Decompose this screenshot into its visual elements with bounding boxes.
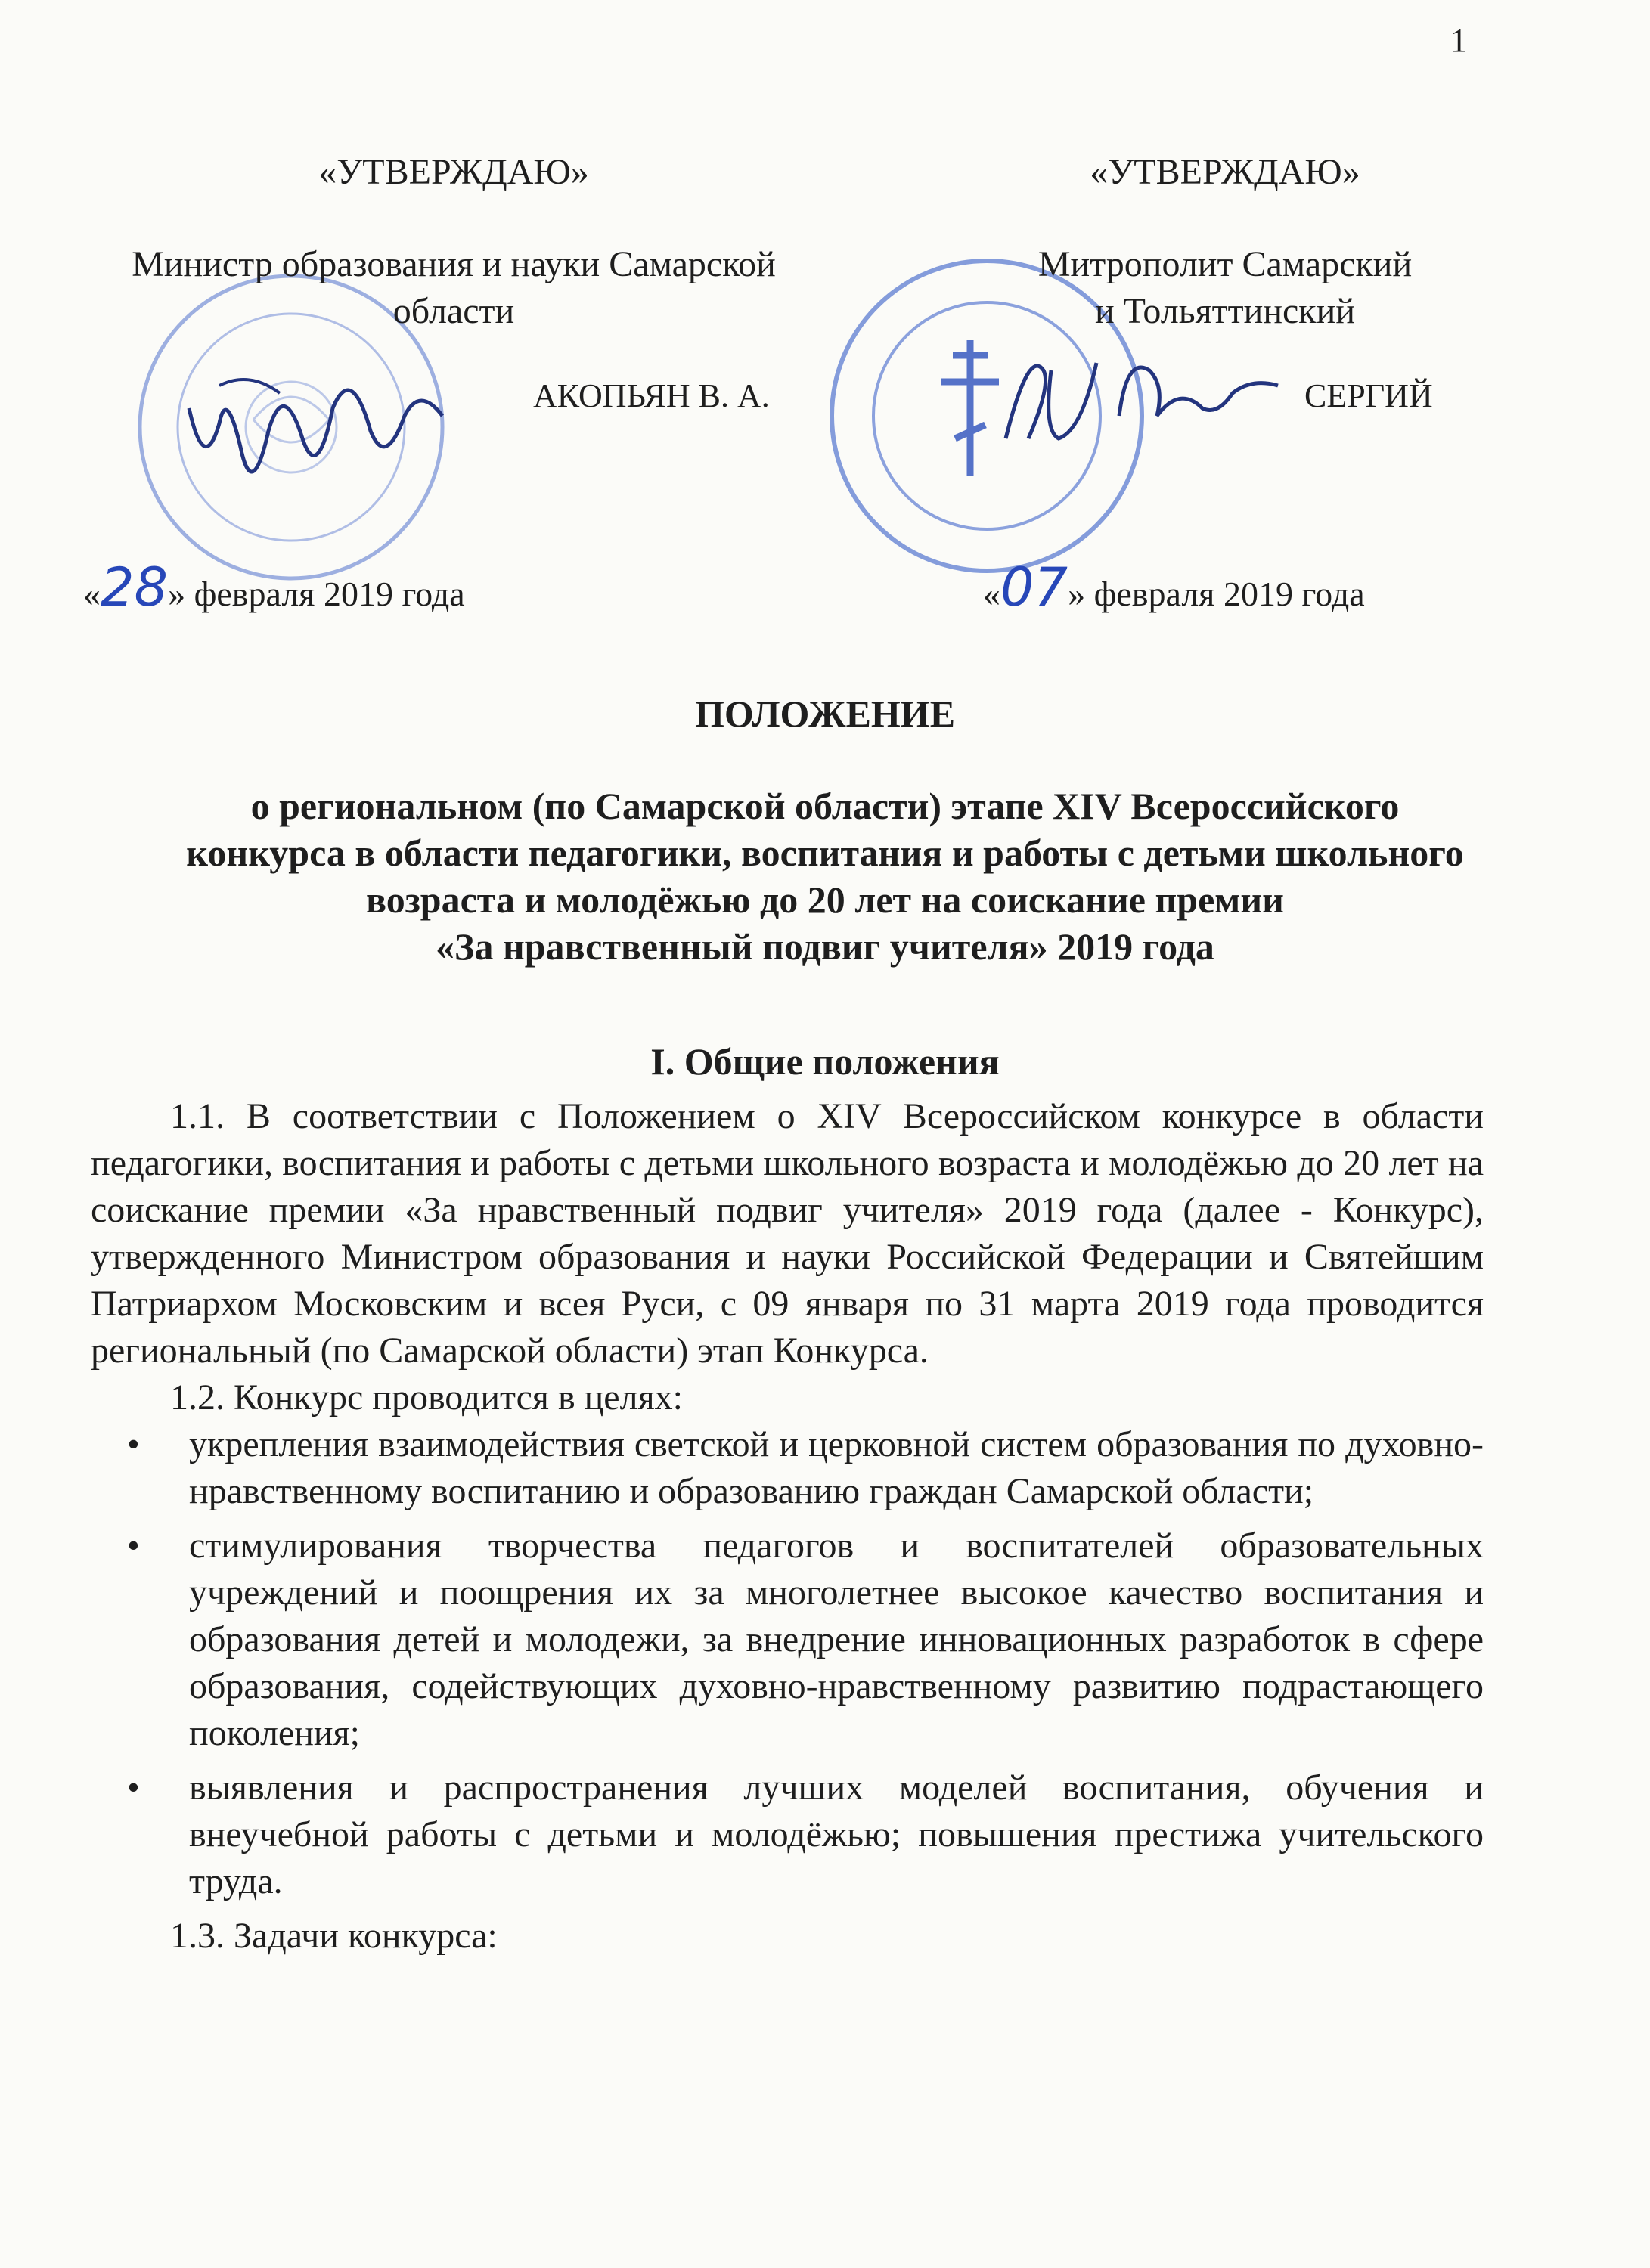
subtitle-line: возраста и молодёжью до 20 лет на соискание премии [366, 878, 1284, 921]
list-item: • выявления и распространения лучших моделей воспитания, обучения и внеучебной работы с детьми и молодёжью; повышения престижа учительского труда. [91, 1765, 1484, 1905]
right-date-handwritten-day: 07 [1000, 556, 1068, 618]
subtitle-line: «За нравственный подвиг учителя» 2019 года [436, 925, 1214, 968]
document-body [91, 1093, 1484, 1960]
list-item: • стимулирования творчества педагогов и воспитателей образовательных учреждений и поощрения их за многолетнее высокое качество воспитания и образования детей и молодежи, за внедрение инновационных разработок в сфере образования, содействующих духовно-нравственному развитию подрастающего поколения; [91, 1523, 1484, 1757]
goals-list [91, 1421, 1484, 1905]
left-date-handwritten-day: 28 [101, 556, 169, 618]
page-number: 1 [1450, 22, 1467, 59]
right-position-line2: и Тольяттинский [1094, 291, 1355, 331]
paragraph-1-1: 1.1. В соответствии с Положением о XIV Всероссийском конкурсе в области педагогики, воспитания и работы с детьми школьного возраста и молодёжью до 20 лет на соискание премии «За нравственный подвиг учителя» 2019 года (далее - Конкурс), утвержденного Министром образования и науки Российской Федерации и Святейшим Патриархом Московским и всея Руси, с 09 января по 31 марта 2019 года проводится региональный (по Самарской области) этап Конкурса. [91, 1096, 1484, 1371]
document-subtitle [98, 782, 1552, 970]
metropolitan-signature [991, 325, 1308, 476]
minister-signature [174, 363, 461, 499]
left-approval-date: «28» февраля 2019 года [83, 556, 465, 618]
paragraph-1-2: 1.2. Конкурс проводится в целях: [170, 1377, 683, 1418]
right-approval-date: «07» февраля 2019 года [983, 556, 1365, 618]
section-heading: I. Общие положения [650, 1040, 1000, 1083]
document-title: ПОЛОЖЕНИЕ [694, 692, 956, 735]
left-signatory-name: АКОПЬЯН В. А. [533, 377, 770, 414]
left-position-line2: области [392, 291, 515, 331]
bullet-icon: • [127, 1424, 140, 1464]
left-approval-heading: «УТВЕРЖДАЮ» [318, 152, 589, 192]
paragraph-1-3: 1.3. Задачи конкурса: [170, 1916, 498, 1956]
left-position-line1: Министр образования и науки Самарской [132, 244, 776, 284]
right-signatory-name: СЕРГИЙ [1304, 377, 1433, 414]
subtitle-line: о региональном (по Самарской области) этапе XIV Всероссийского [250, 785, 1400, 827]
list-item: • укрепления взаимодействия светской и церковной систем образования по духовно-нравственному воспитанию и образованию граждан Самарской области; [91, 1421, 1484, 1515]
right-position-line1: Митрополит Самарский [1037, 244, 1413, 284]
bullet-icon: • [127, 1768, 140, 1808]
subtitle-line: конкурса в области педагогики, воспитания и работы с детьми школьного [186, 832, 1464, 874]
bullet-icon: • [127, 1526, 140, 1566]
right-approval-heading: «УТВЕРЖДАЮ» [1090, 152, 1360, 192]
